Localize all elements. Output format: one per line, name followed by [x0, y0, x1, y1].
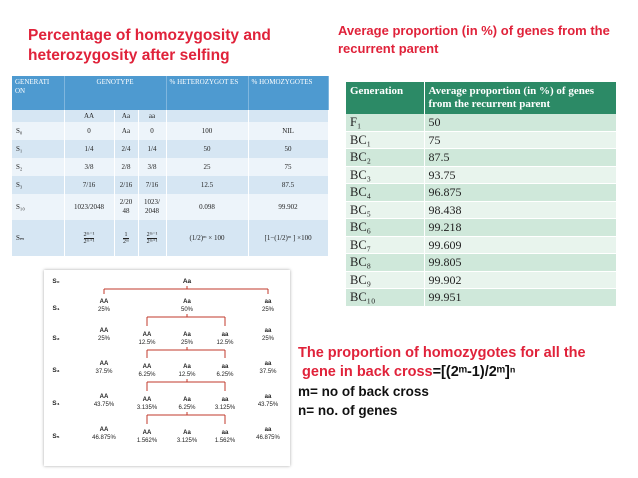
generation-label: S₃: [52, 367, 60, 374]
table-row: [12, 220, 328, 256]
percent-label: 1.562%: [136, 438, 158, 444]
percent-label: 3.135%: [136, 405, 158, 411]
cell-proportion: 50: [424, 114, 616, 131]
formula-expression: =[(2ᵐ-1)/2ᵐ]ⁿ: [432, 364, 516, 380]
frac-den: 2ᵐ⁺¹: [146, 238, 158, 245]
cell-proportion: 99.218: [424, 219, 616, 237]
header-heterozygotes: % HETEROZYGOT ES: [166, 76, 248, 110]
formula-line2: [298, 363, 628, 382]
percent-label: 3.125%: [176, 438, 198, 444]
table-row: [346, 219, 616, 237]
cell-proportion: 87.5: [424, 149, 616, 167]
cell-het: 12.5: [166, 176, 248, 194]
percent-label: 46.875%: [92, 435, 116, 441]
cell-generation: BC₈: [346, 254, 424, 272]
cell-Aa: 2/16: [114, 176, 138, 194]
generation-label: S₂: [52, 335, 60, 342]
table-row: [346, 289, 616, 307]
cell-gen: S₃: [12, 176, 64, 194]
cell-gen: S₀: [12, 122, 64, 140]
table-row: [346, 184, 616, 202]
genotype-label: aa: [264, 394, 272, 400]
cell-aa: 1/4: [138, 140, 166, 158]
genotype-label: Aa: [183, 299, 191, 305]
cell-aa-fraction: [138, 220, 166, 256]
cell-aa: 3/8: [138, 158, 166, 176]
percent-label: 3.125%: [214, 405, 236, 411]
genotype-label: aa: [264, 361, 272, 367]
percent-label: 25%: [97, 307, 111, 313]
frac-num: 2ᵐ⁻¹: [83, 231, 95, 238]
cell-proportion: 99.805: [424, 254, 616, 272]
genotype-label: AA: [99, 328, 109, 334]
genotype-label: AA: [142, 332, 152, 338]
right-title: Average proportion (in %) of genes from the recurrent parent: [338, 23, 610, 56]
genotype-label: AA: [99, 299, 109, 305]
cell-aa: 1023/ 2048: [138, 194, 166, 220]
cell-proportion: 99.951: [424, 289, 616, 307]
genotype-label: AA: [99, 361, 109, 367]
cell-hom: 87.5: [248, 176, 328, 194]
genotype-label: aa: [221, 397, 229, 403]
cell-proportion: 96.875: [424, 184, 616, 202]
table-row: [12, 158, 328, 176]
cell-Aa: 2/4: [114, 140, 138, 158]
percent-label: 43.75%: [93, 402, 115, 408]
cell-Aa: 2/20 48: [114, 194, 138, 220]
cell-AA: 7/16: [64, 176, 114, 194]
backcross-table: [346, 82, 617, 307]
genotype-label: aa: [221, 332, 229, 338]
table-row: [12, 122, 328, 140]
cell-het: 25: [166, 158, 248, 176]
cell-Aa: Aa: [114, 122, 138, 140]
cell-gen: S₁: [12, 140, 64, 158]
cell-generation: F₁: [346, 114, 424, 131]
cell-generation: BC₅: [346, 201, 424, 219]
cell-hom: [1−(1/2)ᵐ ] ×100: [248, 220, 328, 256]
percent-label: 37.5%: [259, 369, 277, 375]
cell-hom: 99.902: [248, 194, 328, 220]
cell-Aa: 2/8: [114, 158, 138, 176]
genotype-label: AA: [142, 364, 152, 370]
genotype-label: aa: [221, 364, 229, 370]
percent-label: 37.5%: [95, 369, 113, 375]
cell-het: 50: [166, 140, 248, 158]
cell-hom: 50: [248, 140, 328, 158]
genotype-label: Aa: [182, 278, 192, 285]
generation-label: S₄: [52, 400, 60, 407]
table-row: [346, 271, 616, 289]
cell-generation: BC₃: [346, 166, 424, 184]
genotype-label: aa: [264, 328, 272, 334]
cell-aa: 0: [138, 122, 166, 140]
cell-het: 100: [166, 122, 248, 140]
table-row: [346, 201, 616, 219]
subheader-aa: aa: [138, 110, 166, 122]
genotype-label: Aa: [183, 430, 191, 436]
percent-label: 6.25%: [138, 372, 156, 378]
genotype-label: aa: [264, 427, 272, 433]
percent-label: 50%: [180, 307, 194, 313]
cell-hom: NIL: [248, 122, 328, 140]
percent-label: 12.5%: [178, 372, 196, 378]
percent-label: 12.5%: [216, 340, 234, 346]
table-row: [346, 131, 616, 149]
cell-AA: 1023/2048: [64, 194, 114, 220]
formula-block: [298, 344, 628, 420]
table-row: [346, 114, 616, 131]
table-row: [12, 194, 328, 220]
cell-generation: BC₁₀: [346, 289, 424, 307]
genotype-label: AA: [99, 427, 109, 433]
percent-label: 6.25%: [216, 372, 234, 378]
cell-gen: Sₘ: [12, 220, 64, 256]
header-homozygotes: % HOMOZYGOTES: [248, 76, 328, 110]
cell-proportion: 99.902: [424, 271, 616, 289]
percent-label: 12.5%: [138, 340, 156, 346]
genotype-label: Aa: [183, 364, 191, 370]
cell-proportion: 93.75: [424, 166, 616, 184]
cell-AA-fraction: [64, 220, 114, 256]
cell-het: 0.098: [166, 194, 248, 220]
cell-aa: 7/16: [138, 176, 166, 194]
subheader-AA: AA: [64, 110, 114, 122]
header-generation: Generation: [346, 82, 424, 114]
cell-generation: BC₄: [346, 184, 424, 202]
left-title: Percentage of homozygosity and heterozygosity after selfing: [28, 27, 271, 64]
percent-label: 25%: [180, 340, 194, 346]
percent-label: 1.562%: [214, 438, 236, 444]
genotype-label: Aa: [183, 332, 191, 338]
percent-label: 46.875%: [256, 435, 280, 441]
cell-AA: 0: [64, 122, 114, 140]
selfing-diagram: [44, 270, 290, 466]
genotype-label: AA: [142, 430, 152, 436]
genotype-label: AA: [99, 394, 109, 400]
cell-gen: S₁₀: [12, 194, 64, 220]
cell-het: (1/2)ᵐ × 100: [166, 220, 248, 256]
genotype-label: AA: [142, 397, 152, 403]
generation-label: S₀: [52, 278, 60, 285]
table-row: [12, 140, 328, 158]
subheader-Aa: Aa: [114, 110, 138, 122]
formula-line2-prefix: gene in back cross: [302, 364, 433, 380]
generation-label: S₅: [52, 433, 60, 440]
table-row: [12, 176, 328, 194]
percent-label: 6.25%: [178, 405, 196, 411]
percent-label: 25%: [261, 307, 275, 313]
table-row: [346, 166, 616, 184]
cell-AA: 1/4: [64, 140, 114, 158]
genotype-label: aa: [221, 430, 229, 436]
table-row: [346, 149, 616, 167]
header-average-proportion: Average proportion (in %) of genes from the recurrent parent: [424, 82, 616, 114]
cell-gen: S₂: [12, 158, 64, 176]
table-row: [346, 236, 616, 254]
cell-hom: 75: [248, 158, 328, 176]
percent-label: 43.75%: [257, 402, 279, 408]
selfing-table: [12, 76, 329, 256]
header-generation: GENERATI ON: [12, 76, 64, 110]
generation-label: S₁: [52, 305, 60, 312]
formula-line1: The proportion of homozygotes for all the: [298, 345, 586, 361]
frac-num: 2ᵐ⁻¹: [146, 231, 158, 238]
frac-den: 2ᵐ⁺¹: [83, 238, 95, 245]
cell-generation: BC₇: [346, 236, 424, 254]
cell-proportion: 75: [424, 131, 616, 149]
selfing-tree: [44, 270, 290, 466]
cell-generation: BC₉: [346, 271, 424, 289]
cell-generation: BC₂: [346, 149, 424, 167]
cell-generation: BC₁: [346, 131, 424, 149]
genotype-label: aa: [264, 299, 272, 305]
formula-line4: n= no. of genes: [298, 403, 398, 418]
genotype-label: Aa: [183, 397, 191, 403]
percent-label: 25%: [97, 336, 111, 342]
cell-Aa-fraction: [114, 220, 138, 256]
frac-den: 2ᵐ: [123, 238, 129, 245]
percent-label: 25%: [261, 336, 275, 342]
cell-proportion: 98.438: [424, 201, 616, 219]
table-row: [346, 254, 616, 272]
header-genotype: GENOTYPE: [64, 76, 166, 110]
frac-num: 1: [124, 231, 128, 238]
formula-line3: m= no of back cross: [298, 384, 429, 399]
cell-generation: BC₆: [346, 219, 424, 237]
cell-proportion: 99.609: [424, 236, 616, 254]
cell-AA: 3/8: [64, 158, 114, 176]
